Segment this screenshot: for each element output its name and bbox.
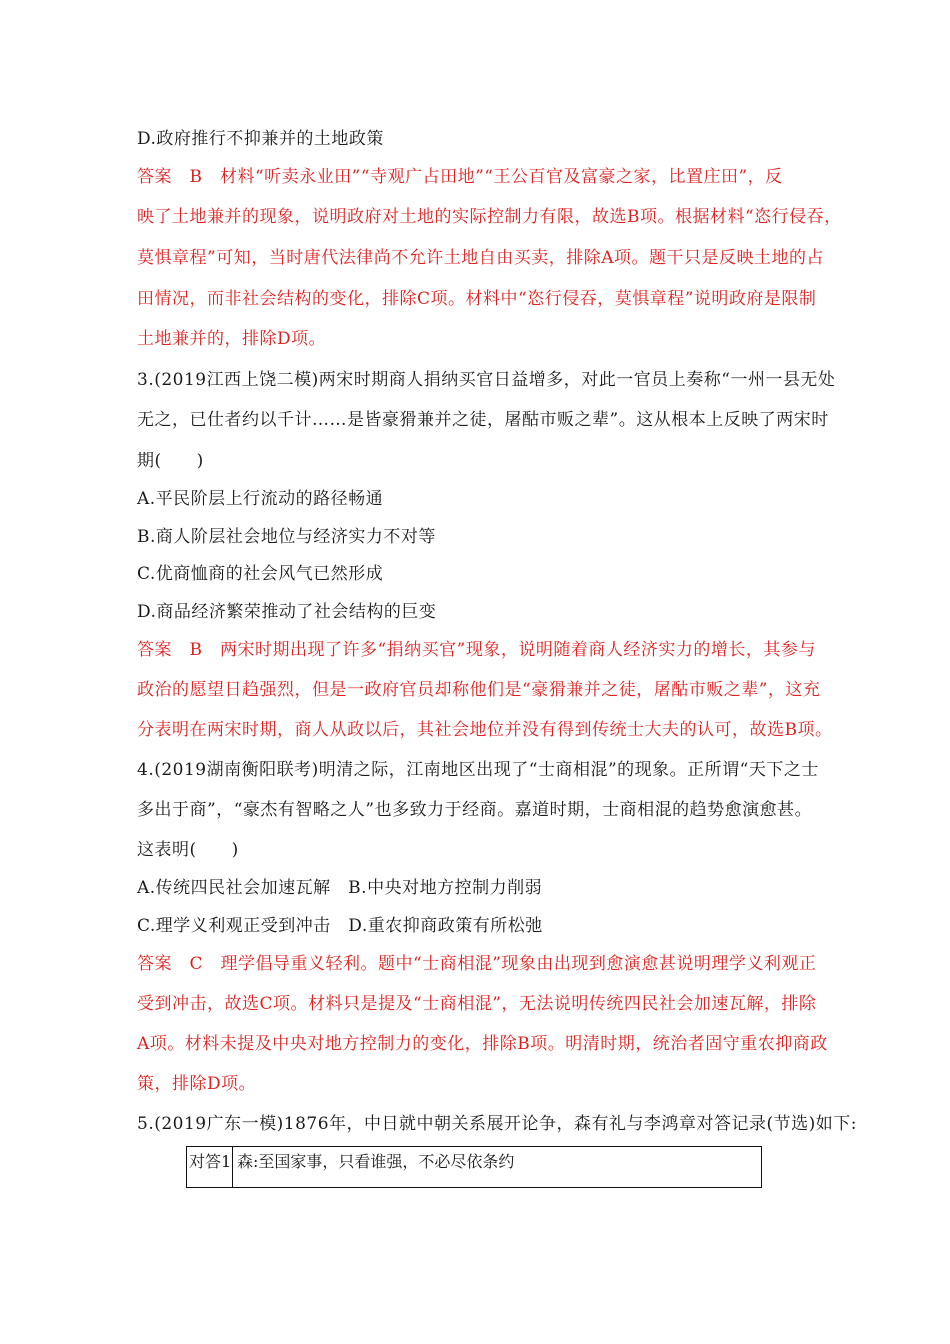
option-a-q3: A.平民阶层上行流动的路径畅通 [137, 489, 384, 509]
answer-q3-line2: 政治的愿望日趋强烈，但是一政府官员却称他们是“豪猾兼并之徒，屠酤市贩之辈”，这充 [137, 680, 821, 700]
option-d-q3: D.商品经济繁荣推动了社会结构的巨变 [137, 602, 437, 622]
answer-q4-line1: 答案 C 理学倡导重义轻利。题中“士商相混”现象由出现到愈演愈甚说明理学义利观正 [137, 954, 817, 974]
answer-q2-line2: 映了土地兼并的现象，说明政府对土地的实际控制力有限，故选B项。根据材料“恣行侵吞， [137, 207, 842, 227]
answer-q4-line3: A项。材料未提及中央对地方控制力的变化，排除B项。明清时期，统治者固守重农抑商政 [137, 1034, 828, 1054]
answer-q3-line1: 答案 B 两宋时期出现了许多“捐纳买官”现象，说明随着商人经济实力的增长，其参与 [137, 640, 816, 660]
answer-q2-line3: 莫惧章程”可知，当时唐代法律尚不允许土地自由买卖，排除A项。题干只是反映土地的占 [137, 248, 824, 268]
question-5-line1: 5.(2019广东一模)1876年，中日就中朝关系展开论争，森有礼与李鸿章对答记录(节选)如下: [137, 1114, 858, 1134]
answer-q2-line5: 土地兼并的，排除D项。 [137, 329, 327, 349]
option-b-q3: B.商人阶层社会地位与经济实力不对等 [137, 527, 436, 547]
question-4-line3: 这表明( ) [137, 840, 239, 860]
question-4-line1: 4.(2019湖南衡阳联考)明清之际，江南地区出现了“士商相混”的现象。正所谓“天下之士 [137, 760, 819, 780]
options-ab-q4: A.传统四民社会加速瓦解 B.中央对地方控制力削弱 [137, 878, 543, 898]
answer-q4-line2: 受到冲击，故选C项。材料只是提及“士商相混”，无法说明传统四民社会加速瓦解，排除 [137, 994, 817, 1014]
table-cell-label: 对答1 [187, 1147, 233, 1187]
answer-q2-line4: 田情况，而非社会结构的变化，排除C项。材料中“恣行侵吞，莫惧章程”说明政府是限制 [137, 289, 817, 309]
options-cd-q4: C.理学义利观正受到冲击 D.重农抑商政策有所松弛 [137, 916, 543, 936]
answer-q3-line3: 分表明在两宋时期，商人从政以后，其社会地位并没有得到传统士大夫的认可，故选B项。 [137, 720, 833, 740]
option-d-q2: D.政府推行不抑兼并的土地政策 [137, 129, 384, 149]
option-c-q3: C.优商恤商的社会风气已然形成 [137, 564, 384, 584]
answer-q4-line4: 策，排除D项。 [137, 1074, 257, 1094]
answer-q2-line1: 答案 B 材料“听卖永业田”“寺观广占田地”“王公百官及富豪之家，比置庄田”，反 [137, 167, 783, 187]
question-3-line3: 期( ) [137, 451, 204, 471]
table-cell-text: 森:至国家事，只看谁强，不必尽依条约 [237, 1152, 515, 1171]
dialogue-table [186, 1146, 762, 1188]
question-4-line2: 多出于商”，“豪杰有智略之人”也多致力于经商。嘉道时期，士商相混的趋势愈演愈甚。 [137, 800, 813, 820]
question-3-line1: 3.(2019江西上饶二模)两宋时期商人捐纳买官日益增多，对此一官员上奏称“一州一县无处 [137, 370, 836, 390]
question-3-line2: 无之，已仕者约以千计……是皆豪猾兼并之徒，屠酤市贩之辈”。这从根本上反映了两宋时 [137, 410, 829, 430]
